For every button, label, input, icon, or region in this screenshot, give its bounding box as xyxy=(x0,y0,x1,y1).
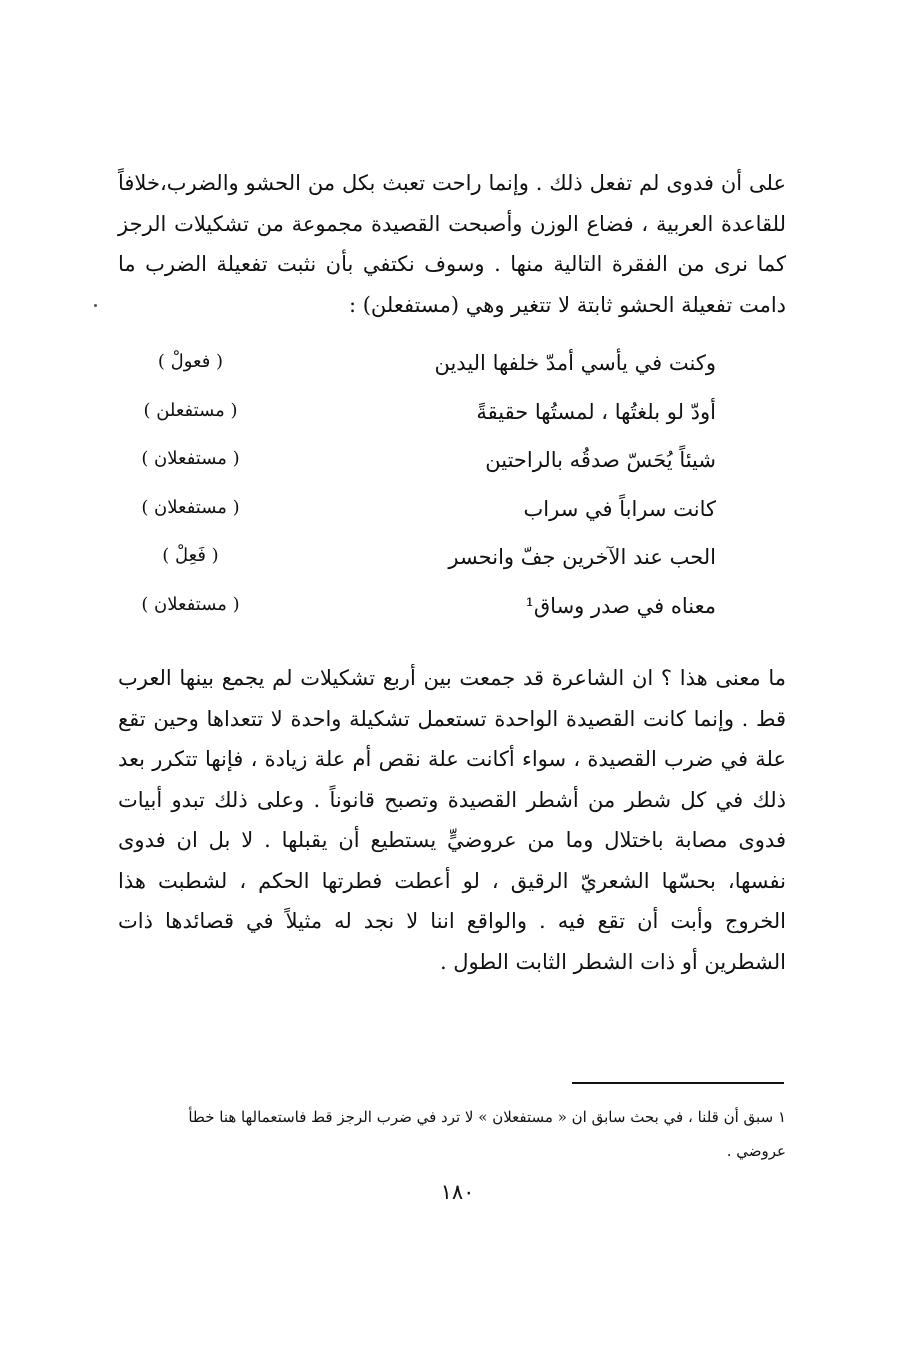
verse-line xyxy=(118,396,786,445)
verse-meter: ( مستفعلان ) xyxy=(141,448,240,469)
verse-text: الحب عند الآخرين جفّ وانحسر xyxy=(448,545,716,569)
verse-line xyxy=(118,541,786,590)
verse-line xyxy=(118,493,786,542)
paragraph-analysis: ما معنى هذا ؟ ان الشاعرة قد جمعت بين أربع تشكيلات لم يجمع بينها العرب قط . وإنما كانت القصيدة الواحدة تستعمل تشكيلة واحدة لا تتعداها وحين تقع علة في ضرب القصيدة ، سواء أكانت علة نقص أم علة زيادة ، فإنها تتكرر بعد ذلك في كل شطر من أشطر القصيدة وتصبح قانوناً . وعلى ذلك تبدو أبيات فدوى مصابة باختلال وما من عروضيٍّ يستطيع أن يقبلها . لا بل ان فدوى نفسها، بحسّها الشعريّ الرقيق ، لو أعطت فطرتها الحكم ، لشطبت هذا الخروج وأبت أن تقع فيه . والواقع اننا لا نجد له مثيلاً في قصائدها ذات الشطرين أو ذات الشطر الثابت الطول . xyxy=(118,666,786,974)
paragraph-intro: على أن فدوى لم تفعل ذلك . وإنما راحت تعبث بكل من الحشو والضرب،خلافاً للقاعدة العربية ، فضاع الوزن وأصبحت القصيدة مجموعة من تشكيلات الرجز كما نرى من الفقرة التالية منها . وسوف نكتفي بأن نثبت تفعيلة الضرب ما دامت تفعيلة الحشو ثابتة لا تتغير وهي (مستفعلن) : xyxy=(118,171,786,317)
footnote-line: ١ سبق أن قلنا ، في بحث سابق ان « مستفعلان » لا ترد في ضرب الرجز قط فاستعمالها هنا خطأ xyxy=(188,1108,786,1126)
verse-line xyxy=(118,347,786,396)
footnote-divider xyxy=(572,1082,784,1084)
verse-meter: ( فعولْ ) xyxy=(157,351,224,372)
footnote-line: عروضي . xyxy=(726,1142,786,1160)
verse-text: أودّ لو بلغتُها ، لمستُها حقيقةً xyxy=(476,399,716,424)
footnote xyxy=(118,1100,786,1168)
verse-line xyxy=(118,444,786,493)
verse-text: وكنت في يأسي أمدّ خلفها اليدين xyxy=(434,351,716,375)
verse-meter: ( مستفعلن ) xyxy=(143,399,238,421)
scan-speck xyxy=(94,304,97,307)
verse-list xyxy=(118,347,786,638)
verse-meter: ( مستفعلان ) xyxy=(141,496,240,518)
verse-line xyxy=(118,590,786,639)
verse-text: كانت سراباً في سراب xyxy=(523,496,716,521)
verse-meter: ( فَعِلْ ) xyxy=(162,545,219,566)
verse-meter: ( مستفعلان ) xyxy=(141,593,240,615)
page-number: ١٨٠ xyxy=(440,1180,475,1204)
verse-text: شيئاً يُحَسّ صدقُه بالراحتين xyxy=(485,448,716,472)
verse-text: معناه في صدر وساق¹ xyxy=(525,593,716,618)
